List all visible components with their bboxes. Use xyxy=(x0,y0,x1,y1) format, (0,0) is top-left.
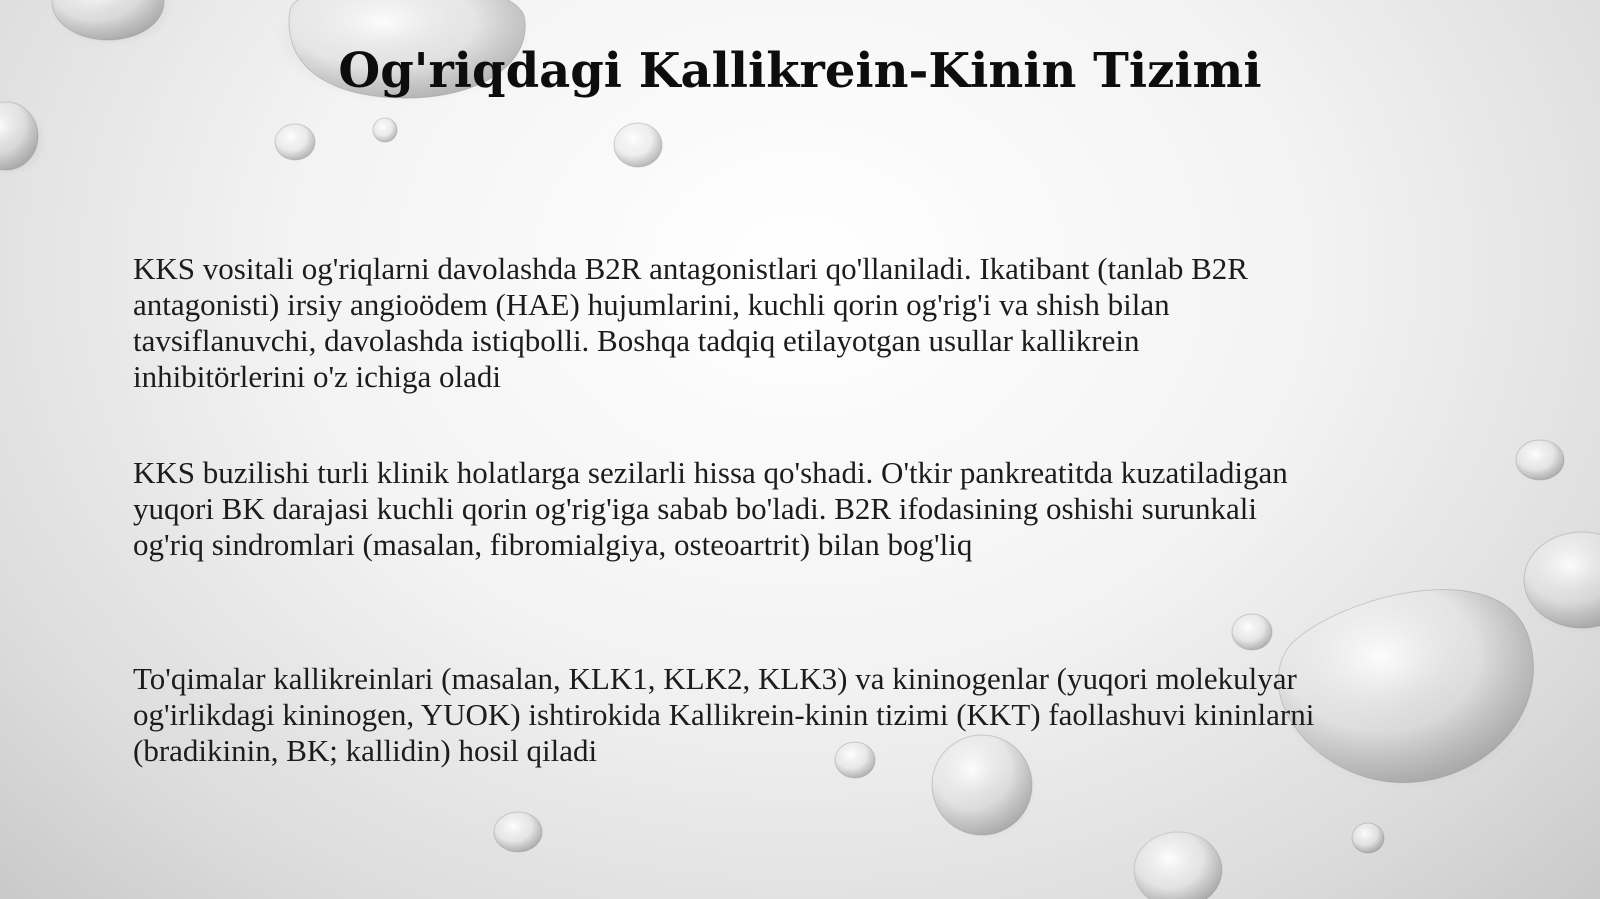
paragraph-treatment: KKS vositali og'riqlarni davolashda B2R antagonistlari qo'llaniladi. Ikatibant (tanlab B2R antagonisti) irsiy angioödem (HAE) hujumlarini, kuchli qorin og'rig'i va shish bilan tavsiflanuvchi, davolashda istiqbolli. Boshqa tadqiq etilayotgan usullar kallikrein inhibitörlerini o'z ichiga oladi xyxy=(133,251,1248,394)
paragraph-kinin-formation: To'qimalar kallikreinlari (masalan, KLK1, KLK2, KLK3) va kininogenlar (yuqori molekulyar og'irlikdagi kininogen, YUOK) ishtirokida Kallikrein-kinin tizimi (KKT) faollashuvi kininlarni (bradikinin, BK; kallidin) hosil qiladi xyxy=(133,661,1315,768)
slide-title: Og'riqdagi Kallikrein-Kinin Tizimi xyxy=(338,43,1262,99)
paragraph-clinical-conditions: KKS buzilishi turli klinik holatlarga sezilarli hissa qo'shadi. O'tkir pankreatitda kuzatiladigan yuqori BK darajasi kuchli qorin og'rig'iga sabab bo'ladi. B2R ifodasining oshishi surunkali og'riq sindromlari (masalan, fibromialgiya, osteoartrit) bilan bog'liq xyxy=(133,455,1288,562)
